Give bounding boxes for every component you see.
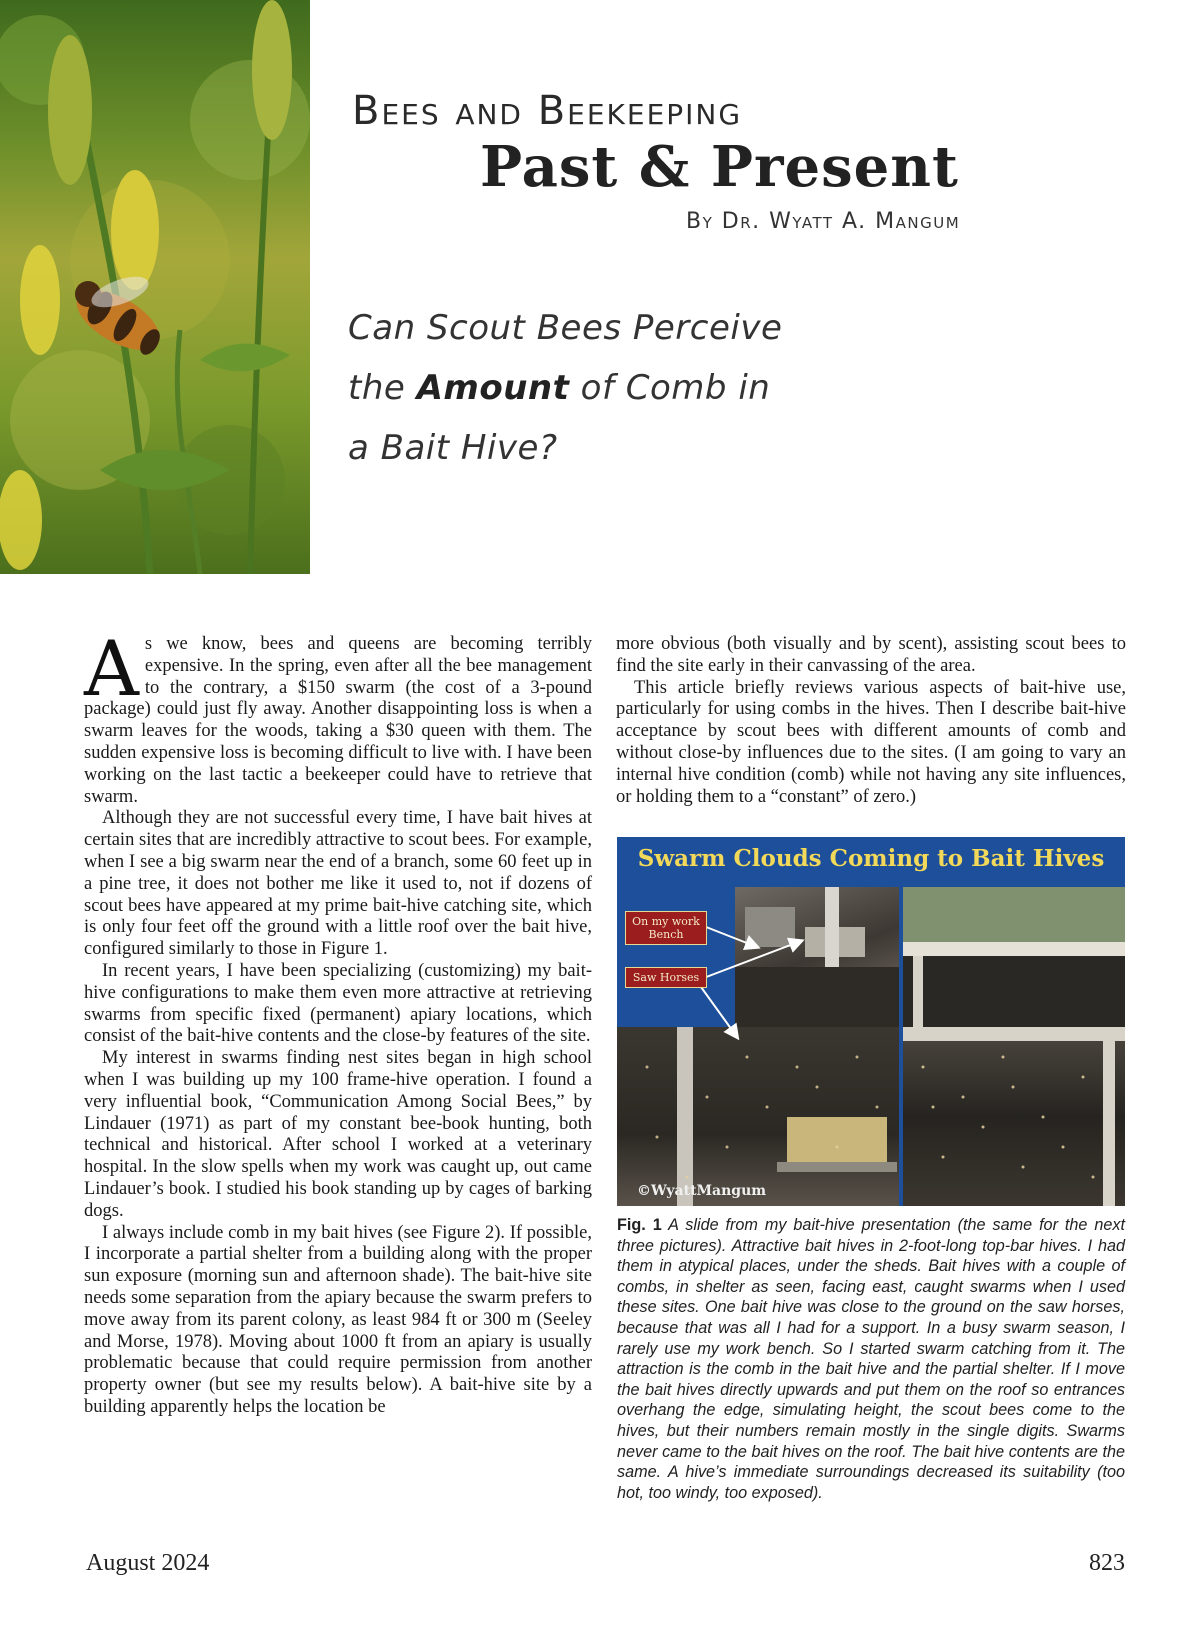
subtitle-line-2-pre: the	[348, 368, 417, 408]
paragraph	[84, 624, 592, 808]
figure-1	[617, 837, 1125, 1206]
paragraph: In recent years, I have been specializing (customizing) my bait-hive configurations to make them even more attractive at retrieving swarms from specific fixed (permanent) apiary locations, which consist of the bait-hive contents and the close-by features of the site.	[84, 960, 592, 1047]
paragraph: My interest in swarms finding nest sites began in high school when I was building up my 100 frame-hive operation. I found a very influential book, “Communication Among Social Bees,” by Lindauer (1971) as part of my constant bee-book hunting, both technical and historical. After school I worked at a veterinary hospital. In the slow spells when my work was caught up, out came Lindauer’s book. I studied his book standing up by cages of barking dogs.	[84, 1048, 592, 1221]
paragraph-text: s we know, bees and queens are becoming terribly expensive. In the spring, even after all the bee management to the contrary, a $150 swarm (the cost of a 3-pound package) could just fly away. Another disappointing loss is when a swarm leaves for the woods, taking a $30 queen with them. The sudden expensive loss is becoming difficult to live with. I have been working on the last tactic a beekeeper could have to retrieve that swarm.	[84, 634, 592, 807]
subtitle-line-2	[348, 358, 988, 418]
label-work-bench: On my work Bench	[625, 911, 707, 945]
article-column-right	[616, 634, 1126, 808]
series-title: Bees and Beekeeping	[352, 88, 743, 134]
page-number: 823	[1089, 1550, 1125, 1576]
article-subtitle	[348, 298, 988, 478]
label-saw-horses: Saw Horses	[625, 967, 707, 988]
figure-caption	[617, 1215, 1125, 1503]
caption-figure-number: Fig. 1	[617, 1216, 662, 1234]
caption-text: A slide from my bait-hive presentation (the same for the next three pictures). Attractive bait hives in 2-foot-long top-bar hives. I had them in atypical places, under the sheds. Bait hives with a couple of combs, in shelter as seen, facing east, caught swarms when I used these sites. One bait hive was close to the ground on the saw horses, because that was all I had for a support. In a busy swarm season, I rarely use my work bench. So I started swarm catching from it. The attraction is the comb in the bait hive and the partial shelter. If I move the bait hives directly upwards and put them on the roof so entrances overhang the edge, simulating height, the scout bees come to the hives, but their numbers remain mostly in the single digits. Swarms never came to the bait hives on the roof. The bait hive contents are the same. A hive’s immediate surroundings decreased its suitability (too hot, too windy, too exposed).	[617, 1216, 1125, 1502]
paragraph: Although they are not successful every time, I have bait hives at certain sites that are incredibly attractive to scout bees. For example, when I see a big swarm near the end of a branch, some 60 feet up in a pine tree, it does not bother me like it used to, not if dozens of scout bees have appeared at my prime bait-hive catching site, which is only four feet off the ground with a little roof over the bait hive, configured similarly to those in Figure 1.	[84, 808, 592, 960]
article-column-left	[84, 624, 592, 1419]
arrow-icons	[617, 837, 1125, 1206]
subtitle-line-3: a Bait Hive?	[348, 428, 558, 468]
hero-photo	[0, 0, 310, 574]
photo-credit: ©WyattMangum	[637, 1183, 767, 1199]
drop-cap: A	[84, 624, 139, 713]
page-title: Past & Present	[480, 134, 959, 200]
paragraph: I always include comb in my bait hives (see Figure 2). If possible, I incorporate a partial shelter from a building along with the proper sun exposure (morning sun and afternoon shade). The bait-hive site needs some separation from the apiary because the swarm prefers to move away from its parent colony, as least 984 ft or 300 m (Seeley and Morse, 1978). Moving about 1000 ft from an apiary is usually problematic because that could require permission from another property owner (but see my results below). A bait-hive site by a building apparently helps the location be	[84, 1222, 592, 1417]
bee-on-flower-illustration	[0, 0, 310, 574]
subtitle-emphasis: Amount	[416, 368, 570, 408]
subtitle-line-1: Can Scout Bees Perceive	[348, 308, 783, 348]
byline: By Dr. Wyatt A. Mangum	[686, 209, 961, 234]
figure-title: Swarm Clouds Coming to Bait Hives	[637, 845, 1105, 872]
footer-date: August 2024	[86, 1550, 210, 1576]
subtitle-line-2-post: of Comb in	[569, 368, 771, 408]
paragraph: This article briefly reviews various aspects of bait-hive use, particularly for using combs in the hives. Then I describe bait-hive acceptance by scout bees with different amounts of comb and without close-by influences due to the sites. (I am going to vary an internal hive condition (comb) while not having any site influences, or holding them to a “constant” of zero.)	[616, 677, 1126, 807]
paragraph: more obvious (both visually and by scent), assisting scout bees to find the site early in their canvassing of the area.	[616, 634, 1126, 676]
